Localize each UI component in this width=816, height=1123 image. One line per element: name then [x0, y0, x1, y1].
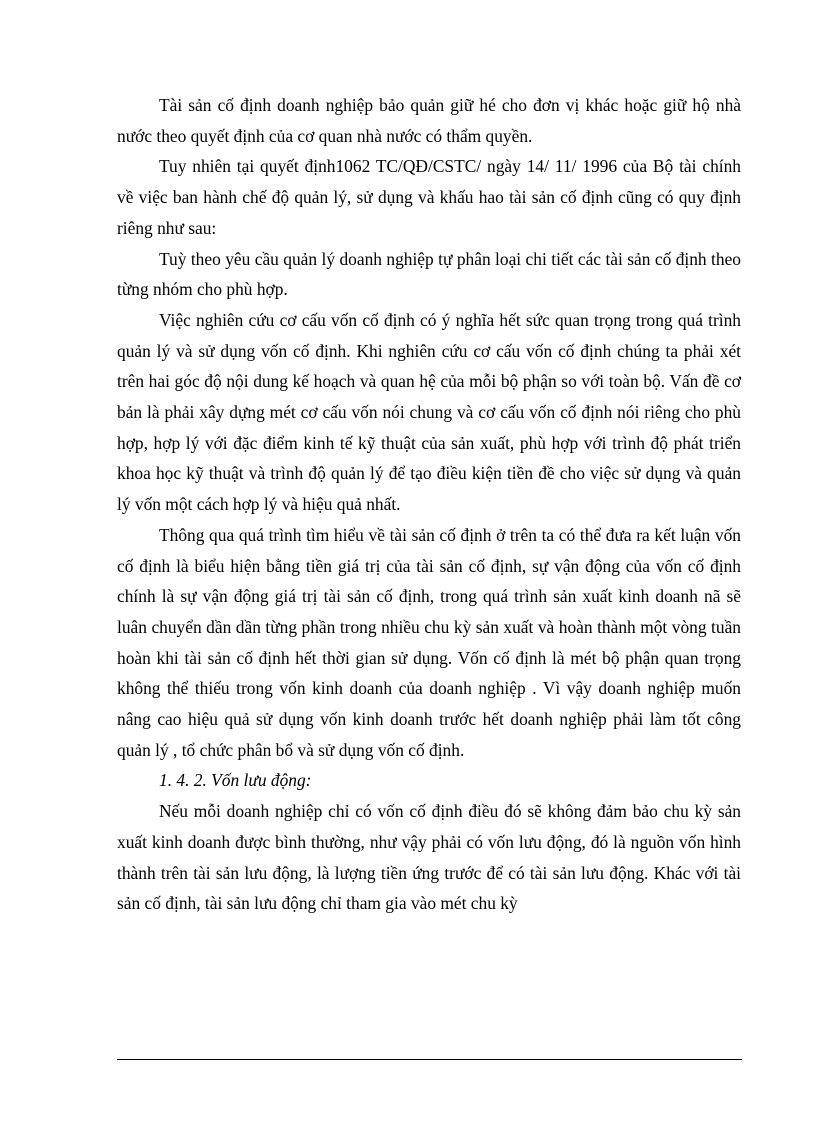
paragraph-working-capital: Nếu mỗi doanh nghiệp chỉ có vốn cố định điều đó sẽ không đảm bảo chu kỳ sản xuất kinh doanh được bình thường, như vậy phải có vốn lưu động, đó là nguồn vốn hình thành trên tài sản lưu động, là lượng tiền ứng trước để có tài sản lưu động. Khác với tài sản cố định, tài sản lưu động chỉ tham gia vào mét chu kỳ [117, 801, 741, 914]
paragraph-fixed-asset-custody: Tài sản cố định doanh nghiệp bảo quản giữ hé cho đơn vị khác hoặc giữ hộ nhà nước theo quyết định của cơ quan nhà nước có thẩm quyền. [117, 95, 741, 146]
paragraph-classification: Tuỳ theo yêu cầu quản lý doanh nghiệp tự phân loại chi tiết các tài sản cố định theo từng nhóm cho phù hợp. [117, 248, 741, 300]
paragraph-fixed-capital-conclusion: Thông qua quá trình tìm hiểu về tài sản cố định ở trên ta có thể đưa ra kết luận vốn cố định là biểu hiện bằng tiền giá trị của tài sản cố định, sự vận động của vốn cố định chính là sự vận động giá trị tài sản cố định, trong quá trình sản xuất kinh doanh nã sẽ luân chuyển dần dần từng phần trong nhiều chu kỳ sản xuất và hoàn thành một vòng tuần hoàn khi tài sản cố định hết thời gian sử dụng. Vốn cố định là mét bộ phận quan trọng không thể thiếu trong vốn kinh doanh của doanh nghiệp . Vì vậy doanh nghiệp muốn nâng cao hiệu quả sử dụng vốn kinh doanh trước hết doanh nghiệp phải làm tốt công quản lý , tổ chức phân bổ và sử dụng vốn cố định. [117, 524, 741, 760]
footer-divider [117, 1059, 742, 1060]
paragraph-capital-structure: Việc nghiên cứu cơ cấu vốn cố định có ý nghĩa hết sức quan trọng trong quá trình quản lý và sử dụng vốn cố định. Khi nghiên cứu cơ cấu vốn cố định chúng ta phải xét trên hai góc độ nội dung kế hoạch và quan hệ của mỗi bộ phận so với toàn bộ. Vấn đề cơ bản là phải xây dựng mét cơ cấu vốn nói chung và cơ cấu vốn cố định nói riêng cho phù hợp, hợp lý với đặc điểm kinh tế kỹ thuật của sản xuất, phù hợp với trình độ phát triển khoa học kỹ thuật và trình độ quản lý để tạo điều kiện tiền đề cho việc sử dụng và quản lý vốn một cách hợp lý và hiệu quả nhất. [117, 309, 741, 515]
document-body [117, 90, 741, 919]
paragraph-decision-1062: Tuy nhiên tại quyết định1062 TC/QĐ/CSTC/ ngày 14/ 11/ 1996 của Bộ tài chính về việc ban hành chế độ quản lý, sử dụng và khấu hao tài sản cố định cũng có quy định riêng như sau: [117, 156, 741, 238]
section-heading-working-capital: 1. 4. 2. Vốn lưu động: [159, 770, 312, 791]
